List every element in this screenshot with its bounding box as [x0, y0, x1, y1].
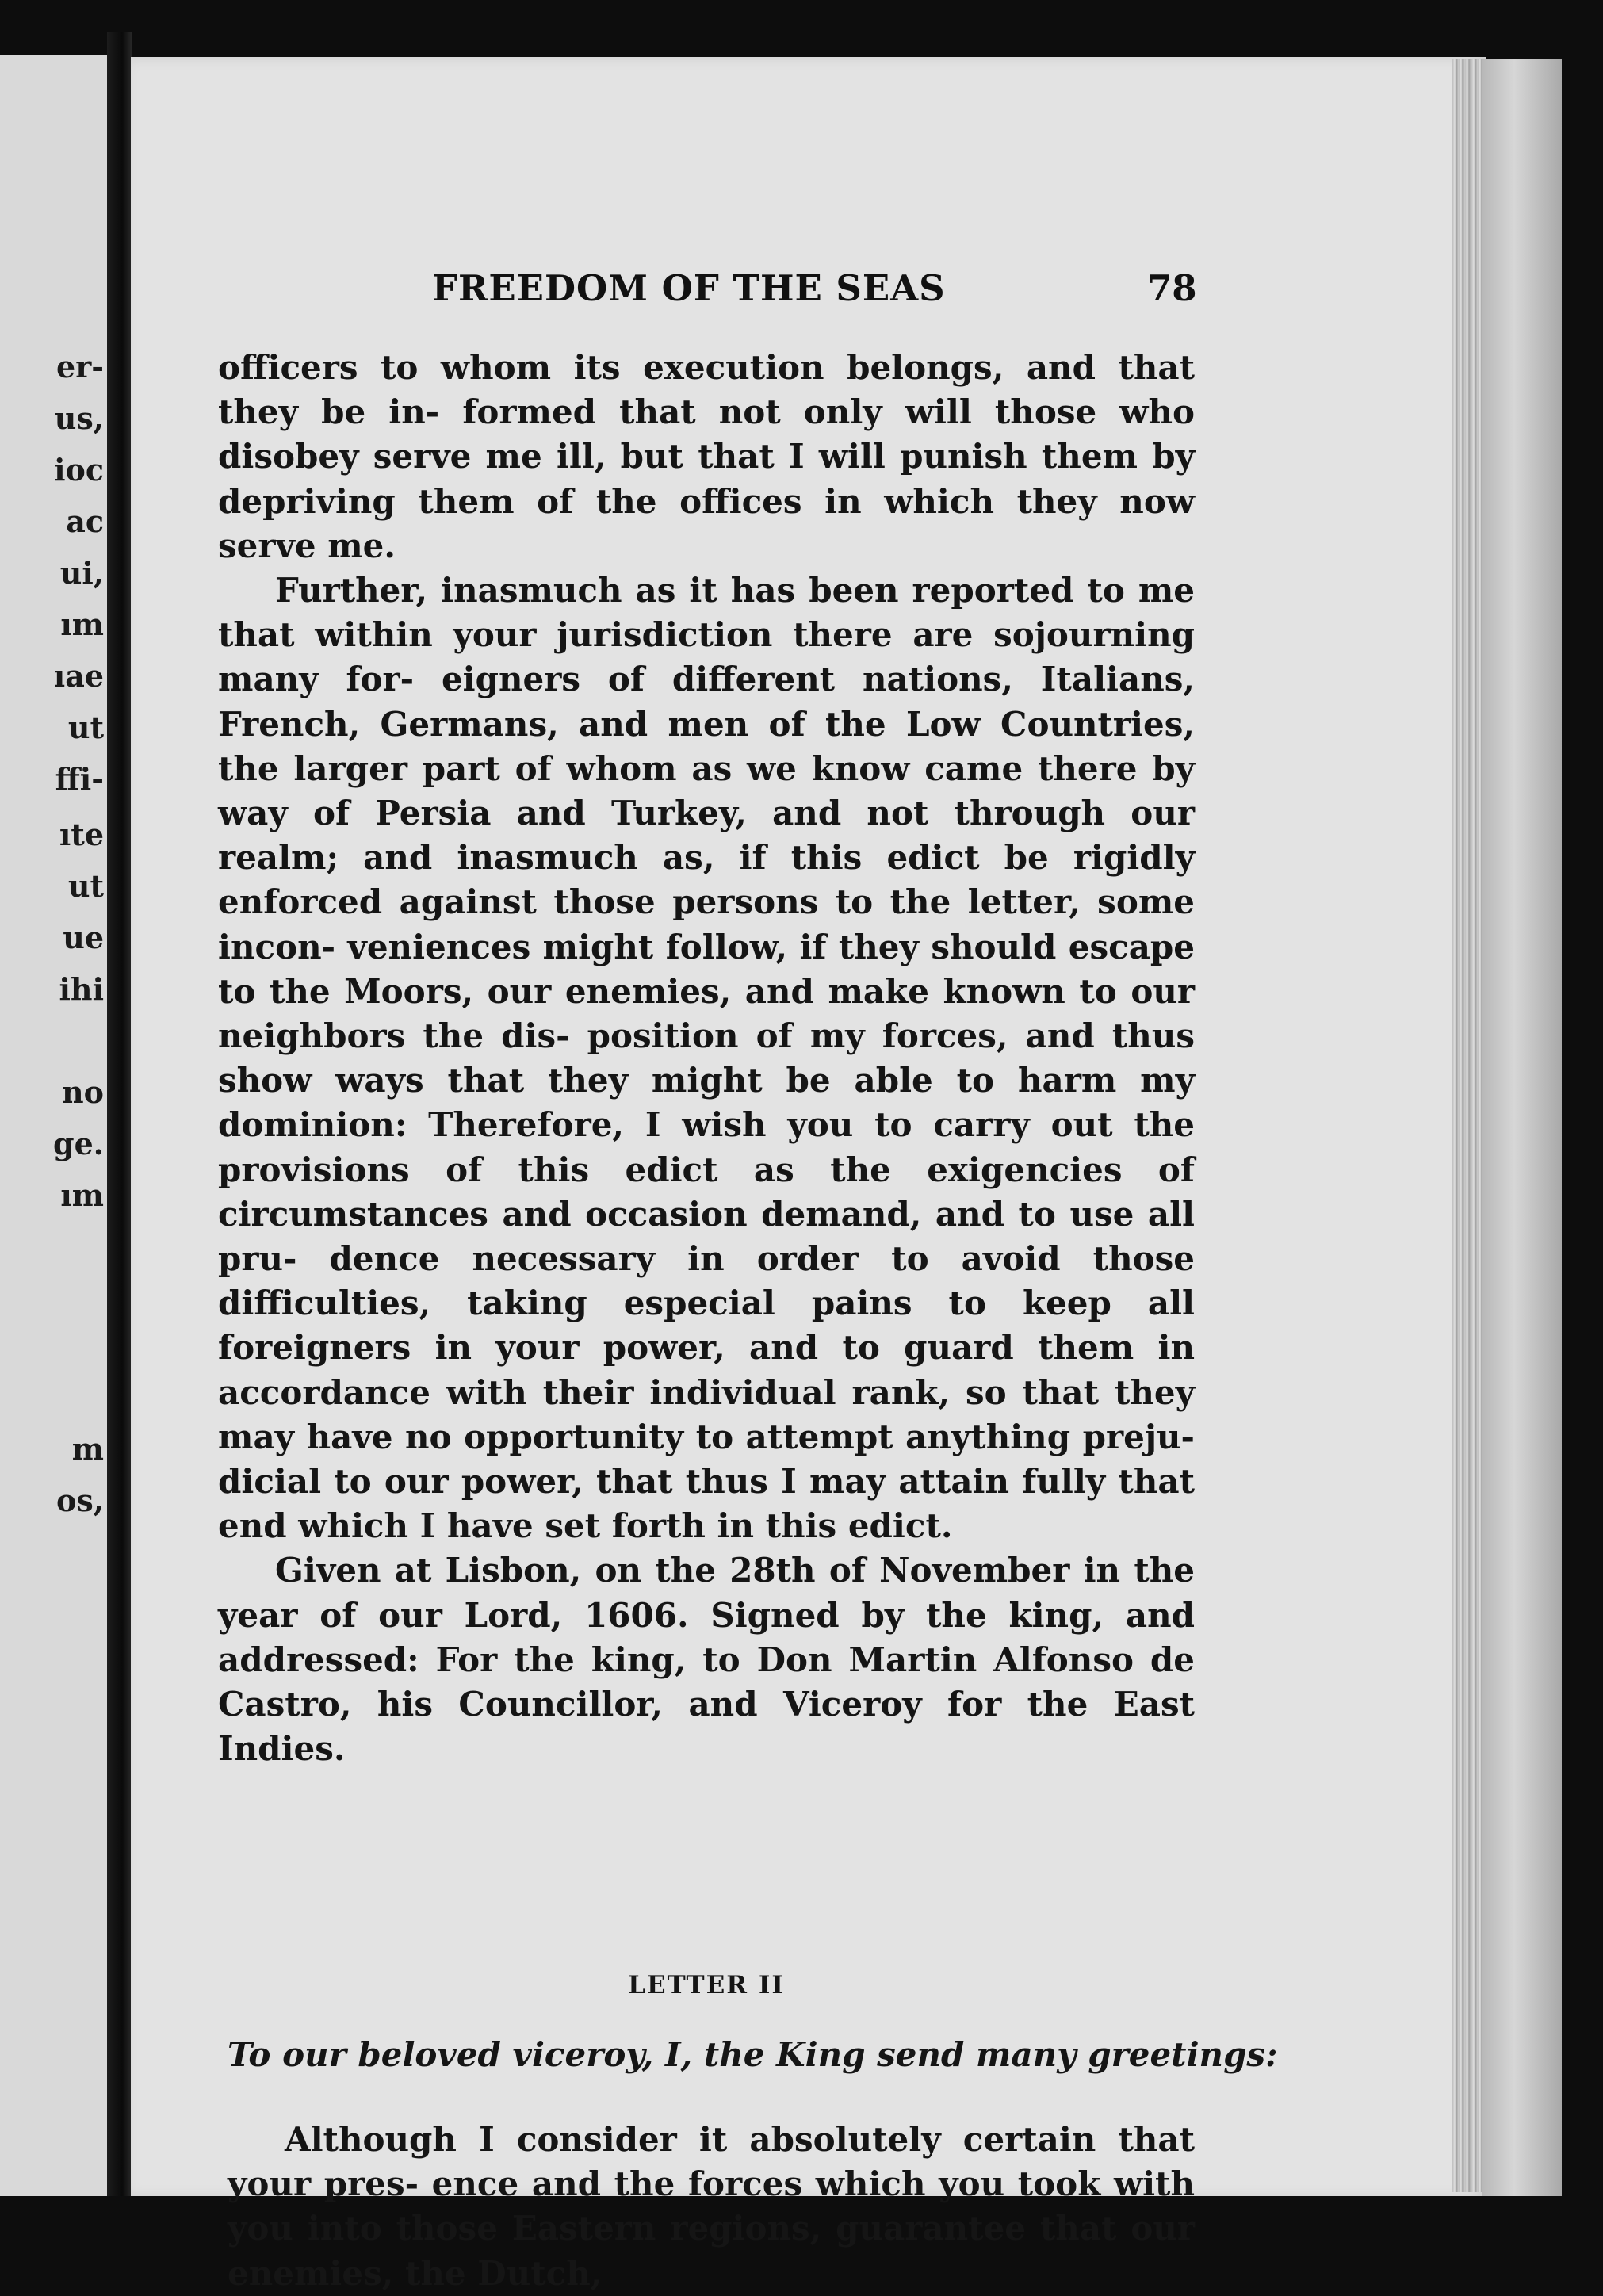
facing-page-fragment: ge. — [53, 1126, 104, 1161]
facing-page-fragment: ac — [66, 503, 104, 539]
facing-page-fragment: er- — [56, 349, 104, 385]
running-head: FREEDOM OF THE SEAS — [432, 267, 946, 309]
facing-page-fragment: ut — [67, 710, 104, 745]
letter-body-paragraph: Although I consider it absolutely certain that your pres- ence and the forces which you took with you into those Eastern regions, guarantee that our enemies, the Dutch, — [228, 2120, 1195, 2293]
facing-page-fragment: ut — [67, 868, 104, 904]
facing-page-fragment: ffi- — [55, 761, 104, 797]
facing-page-fragment: ui, — [59, 555, 104, 591]
facing-page-fragment: ioc — [54, 452, 104, 488]
facing-page-fragment: ıte — [59, 817, 104, 852]
page-text-block — [218, 346, 1278, 2293]
facing-page-fragment: ue — [63, 920, 104, 955]
page-number: 78 — [1147, 267, 1197, 309]
facing-page-fragment: no — [62, 1074, 104, 1110]
facing-page-fragment: ıae — [53, 658, 104, 694]
facing-page-fragment: ım — [60, 1177, 104, 1213]
facing-page-fragment: ihi — [59, 971, 104, 1007]
paragraph-continued: officers to whom its execution belongs, and that they be in- formed that not only will those who disobey serve me ill, but that I will punish them by depriving them of the offices in which they now serve me. — [218, 348, 1195, 565]
book-outer-edge — [1482, 59, 1562, 2200]
facing-page-fragment: us, — [54, 400, 104, 436]
facing-page-fragment: os, — [56, 1483, 104, 1518]
facing-page-fragment: ım — [60, 607, 104, 642]
facing-page-fragment: m — [71, 1431, 104, 1467]
paragraph-given-at-lisbon: Given at Lisbon, on the 28th of November in the year of our Lord, 1606. Signed by the king, and addressed: For the king, to Don Martin Alfonso de Castro, his Councillor, and Viceroy for the East Indies. — [218, 1551, 1195, 1769]
facing-page-left — [0, 55, 107, 2196]
book-gutter — [107, 32, 132, 2244]
paragraph-further: Further, inasmuch as it has been reported to me that within your jurisdiction there are sojourning many for- eigners of different nations, Italians, French, Germans, and men of the Low Countries, the larger part of whom as we know came there by way of Persia and Turkey, and not through our realm; and inasmuch as, if this edict be rigidly enforced against those persons to the letter, some incon- veniences might follow, if they should escape to the Moors, our enemies, and make known to our neighbors the dis- position of my forces, and thus show ways that they might be able to harm my dominion: Therefore, I wish you to carry out the provisions of this edict as the exigencies of circumstances and occasion demand, and to use all pru- dence necessary in order to avoid those difficulties, taking especial pains to keep all foreigners in your power, and to guard them in accordance with their individual rank, so that they may have no opportunity to attempt anything preju- dicial to our power, that thus I may attain fully that end which I have set forth in this edict. — [218, 571, 1195, 1546]
letter-heading: LETTER II — [628, 1971, 785, 1999]
letter-salutation: To our beloved viceroy, I, the King send many greetings: — [228, 2035, 1278, 2074]
